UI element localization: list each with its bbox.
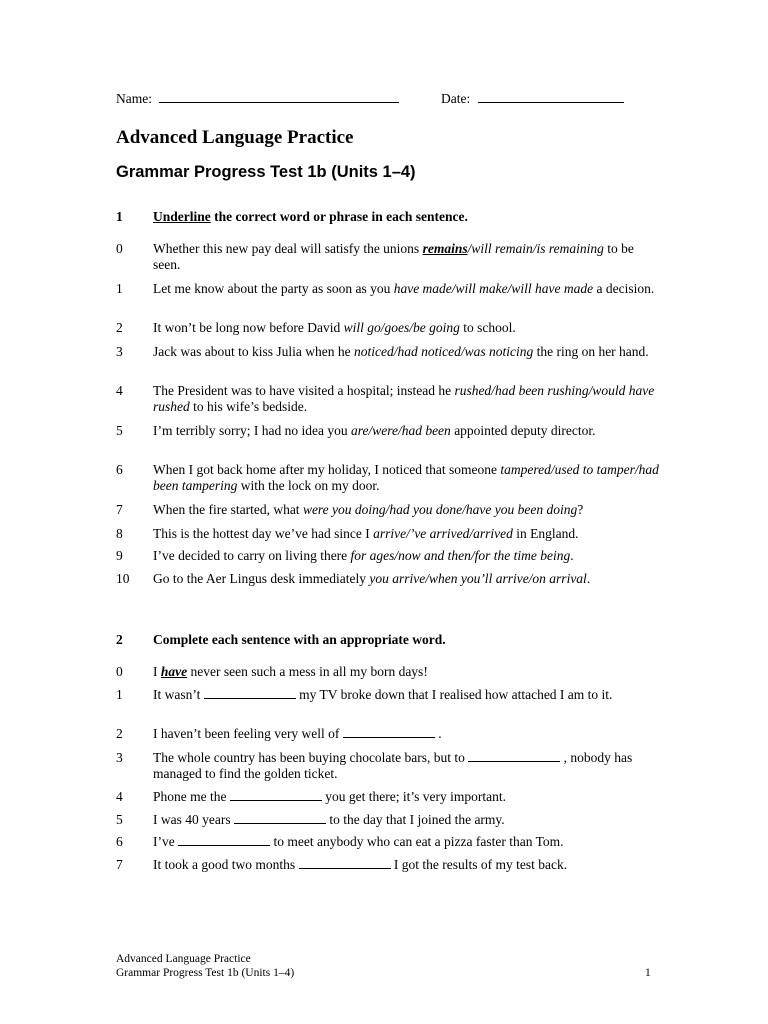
date-blank[interactable] (478, 89, 624, 103)
answer-blank[interactable] (230, 789, 322, 801)
page-number: 1 (645, 967, 651, 979)
example-answer: have (160, 664, 188, 679)
section-number: 1 (116, 209, 123, 224)
answer-blank[interactable] (204, 687, 296, 699)
worksheet-page: Name: Date: Advanced Language Practice Grammar Progress Test 1b (Units 1–4) 1 Underline the correct word or phrase in each sentence. 0 Whether this new pay deal will satisfy the unions remains/will remain/is remaining to be seen. 1 Let me know about the party as soon as you have made/will make/will have made a decision. 2 It won’t be long now before David will go/goes/be going to school. 3 Jack was about to kiss Julia when he noticed/had noticed/was noticing the ring on her hand. 4 The President was to have visited a hospital; instead he rushed/had been rushing/would have rushed to his wife’s bedside. 5 I’m terribly sorry; I had no idea you are/were/had been appointed deputy director. 6 When I got back home after my holiday, I noticed that someone tampered/used to tamper/had been tampering with the lock on my door. 7 When the fire started, what were you doing/had you done/have you been doing? 8 This is the hottest day we’ve had since I arrive/’ve arrived/arrived in England. 9 I’ve decided to carry on living there for ages/now and then/for the time being. 10 Go to the Aer Lingus desk immediately you arrive/when you’ll arrive/on arrival. 2 Complete each sentence with an appropriate word. 0 I have never seen such a mess in all my born days! 1 It wasn’t my TV broke down that I realised how attached I am to it. 2 I haven’t been feeling very well of . 3 The whole country has been buying chocolate bars, but to , nobody has managed to find the golden ticket. 4 Phone me the you get there; it’s very important. 5 I was 40 years to the day that I joined the army. 6 I’ve to meet anybody who can eat a pizza faster than Tom. 7 It took a good two months I got the results of my test back. Advanced Language Practice Grammar Progress Test 1b (Units 1–4) 1 (116, 91, 659, 979)
instruction-text: Complete each sentence with an appropriate word. (153, 632, 446, 647)
book-title: Advanced Language Practice (116, 127, 354, 148)
date-field (441, 89, 624, 107)
answer-blank[interactable] (343, 726, 435, 738)
section-number: 2 (116, 632, 123, 647)
name-blank[interactable] (159, 89, 399, 103)
test-title: Grammar Progress Test 1b (Units 1–4) (116, 163, 416, 181)
answer-blank[interactable] (299, 857, 391, 869)
date-label: Date: (441, 91, 471, 106)
footer-test-title: Grammar Progress Test 1b (Units 1–4) (116, 967, 295, 979)
instruction-underline-word: Underline (153, 209, 211, 224)
instruction-text: the correct word or phrase in each sentence. (210, 209, 468, 224)
example-answer: remains (422, 241, 468, 256)
name-field (116, 89, 399, 107)
answer-blank[interactable] (178, 834, 270, 846)
name-label: Name: (116, 91, 152, 106)
answer-blank[interactable] (234, 812, 326, 824)
answer-blank[interactable] (468, 750, 560, 762)
footer-book-title: Advanced Language Practice (116, 953, 251, 965)
